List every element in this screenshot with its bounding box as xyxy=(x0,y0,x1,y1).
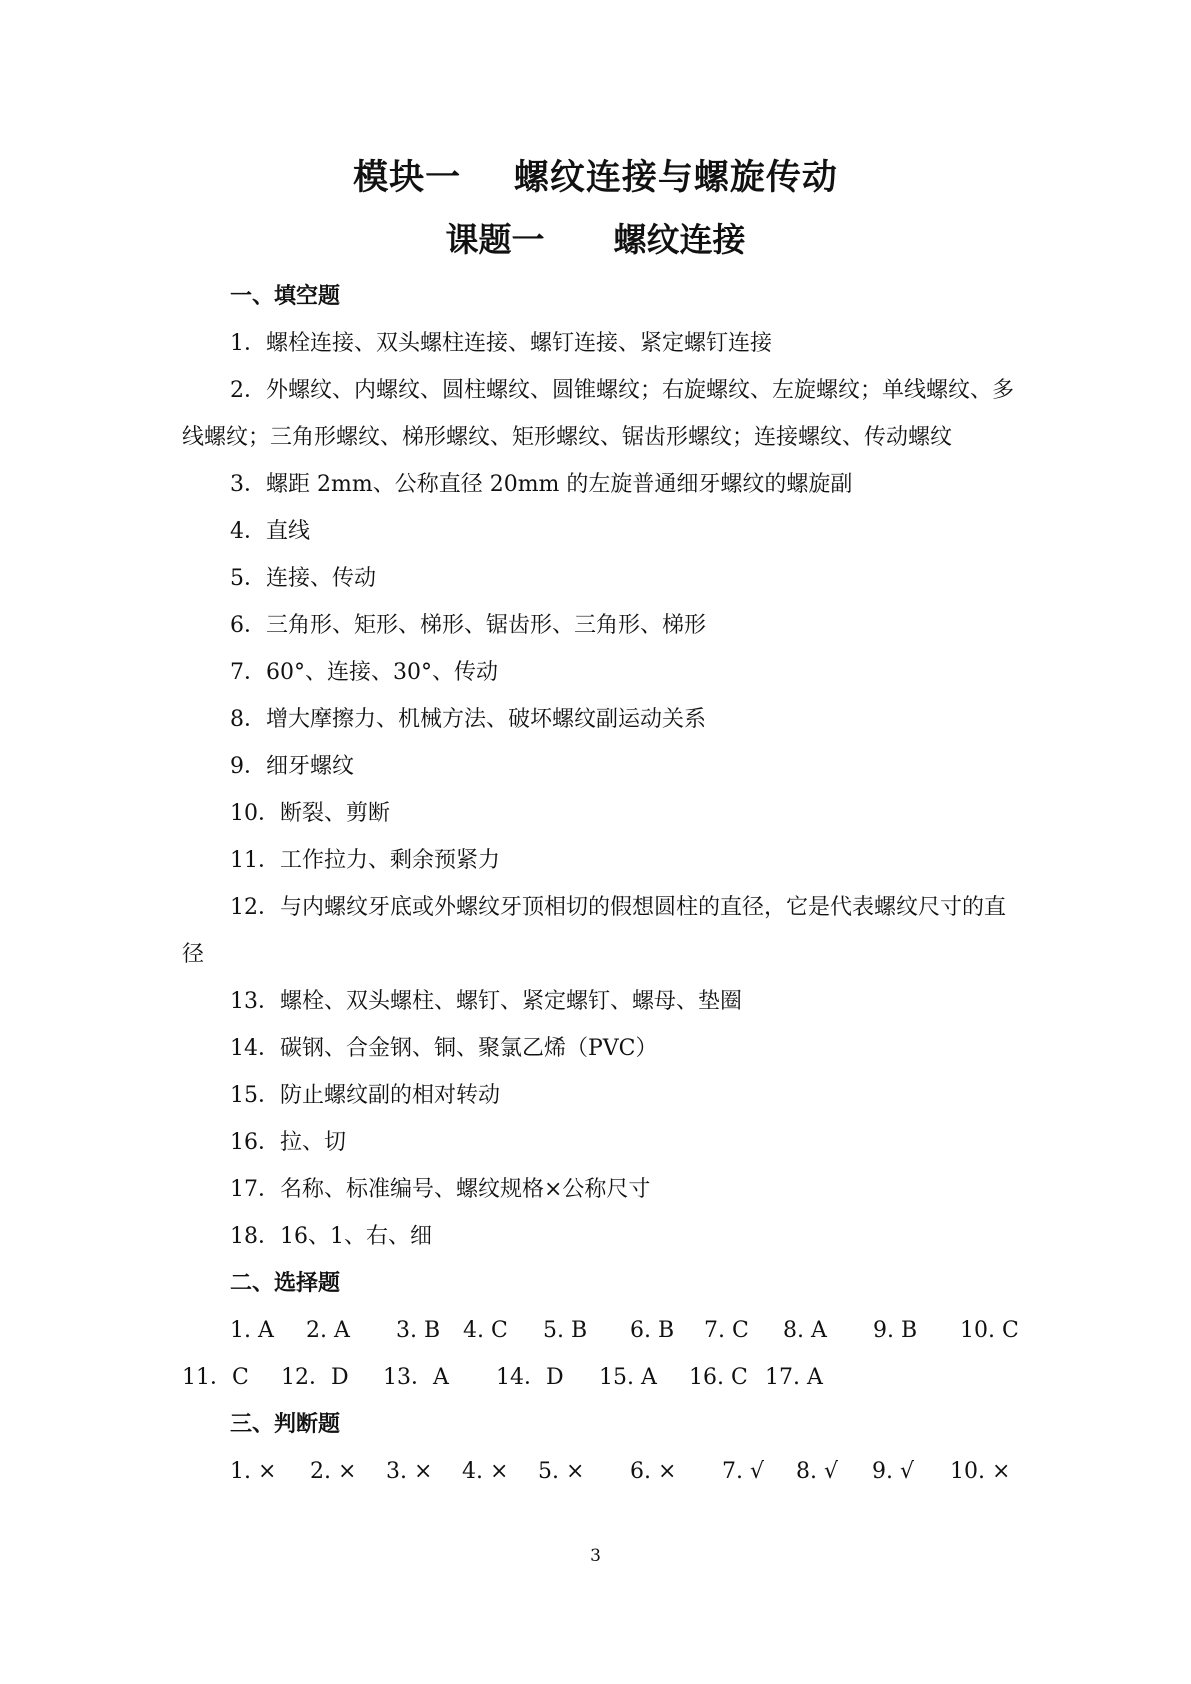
choice-answer: 14．D xyxy=(496,1365,564,1390)
choice-answer: 10. C xyxy=(960,1318,1019,1343)
judge-answer: 5. × xyxy=(538,1459,585,1484)
choice-answer: 3. B xyxy=(396,1318,441,1343)
section-heading-judge: 三、判断题 xyxy=(230,1411,341,1437)
fill-answer-2: 2．外螺纹、内螺纹、圆柱螺纹、圆锥螺纹；右旋螺纹、左旋螺纹；单线螺纹、多线螺纹；三角形螺纹、梯形螺纹、矩形螺纹、锯齿形螺纹；连接螺纹、传动螺纹 xyxy=(182,378,1014,450)
fill-answer-4: 4．直线 xyxy=(230,519,310,544)
judge-answer: 7. √ xyxy=(722,1459,765,1484)
choice-answer: 7. C xyxy=(704,1318,749,1343)
module-title: 模块一 螺纹连接与螺旋传动 xyxy=(353,157,838,198)
answer-content xyxy=(182,273,1019,1495)
judge-answer: 10. × xyxy=(950,1459,1011,1484)
choice-answer: 11．C xyxy=(182,1365,249,1390)
choice-answer: 13．A xyxy=(383,1365,449,1390)
judge-answer: 6. × xyxy=(630,1459,677,1484)
judge-answer: 8. √ xyxy=(796,1459,839,1484)
choice-answer: 5. B xyxy=(543,1318,588,1343)
choice-answer: 4. C xyxy=(463,1318,508,1343)
fill-answer-3: 3．螺距 2mm、公称直径 20mm 的左旋普通细牙螺纹的螺旋副 xyxy=(230,472,853,497)
section-heading-choice: 二、选择题 xyxy=(230,1270,341,1296)
choice-answers-row-1 xyxy=(182,1307,1019,1354)
judge-answer: 3. × xyxy=(386,1459,433,1484)
choice-answer: 17. A xyxy=(765,1365,823,1390)
fill-answer-12: 12．与内螺纹牙底或外螺纹牙顶相切的假想圆柱的直径，它是代表螺纹尺寸的直径 xyxy=(182,895,1006,967)
fill-answer-15: 15．防止螺纹副的相对转动 xyxy=(230,1083,500,1108)
fill-answer-17: 17．名称、标准编号、螺纹规格×公称尺寸 xyxy=(230,1177,651,1202)
choice-answer: 2. A xyxy=(306,1318,350,1343)
choice-answer: 15. A xyxy=(599,1365,657,1390)
choice-answer: 6. B xyxy=(630,1318,675,1343)
fill-answer-11: 11．工作拉力、剩余预紧力 xyxy=(230,848,500,873)
fill-answer-18: 18．16、1、右、细 xyxy=(230,1224,432,1249)
judge-answer: 4. × xyxy=(462,1459,509,1484)
judge-answer: 1. × xyxy=(230,1459,277,1484)
fill-answer-14: 14．碳钢、合金钢、铜、聚氯乙烯（PVC） xyxy=(230,1036,658,1061)
judge-answers-row-1 xyxy=(182,1448,1016,1495)
fill-answer-16: 16．拉、切 xyxy=(230,1130,346,1155)
choice-answer: 12．D xyxy=(281,1365,349,1390)
judge-answer: 9. √ xyxy=(872,1459,915,1484)
fill-answer-8: 8．增大摩擦力、机械方法、破坏螺纹副运动关系 xyxy=(230,707,706,732)
choice-answers-row-2 xyxy=(182,1354,1016,1401)
fill-answer-5: 5．连接、传动 xyxy=(230,566,376,591)
section-heading-fill: 一、填空题 xyxy=(230,283,341,309)
choice-answer: 16. C xyxy=(689,1365,748,1390)
choice-answer: 8. A xyxy=(783,1318,827,1343)
fill-answer-13: 13．螺栓、双头螺柱、螺钉、紧定螺钉、螺母、垫圈 xyxy=(230,989,742,1014)
choice-answer: 9. B xyxy=(873,1318,918,1343)
fill-answer-1: 1．螺栓连接、双头螺柱连接、螺钉连接、紧定螺钉连接 xyxy=(230,331,772,356)
fill-answer-6: 6．三角形、矩形、梯形、锯齿形、三角形、梯形 xyxy=(230,613,706,638)
fill-answer-9: 9．细牙螺纹 xyxy=(230,754,354,779)
fill-answer-10: 10．断裂、剪断 xyxy=(230,801,390,826)
fill-answer-7: 7．60°、连接、30°、传动 xyxy=(230,660,498,685)
judge-answer: 2. × xyxy=(310,1459,357,1484)
page-number: 3 xyxy=(590,1546,601,1566)
lesson-title: 课题一 螺纹连接 xyxy=(445,220,746,259)
choice-answer: 1. A xyxy=(230,1318,274,1343)
